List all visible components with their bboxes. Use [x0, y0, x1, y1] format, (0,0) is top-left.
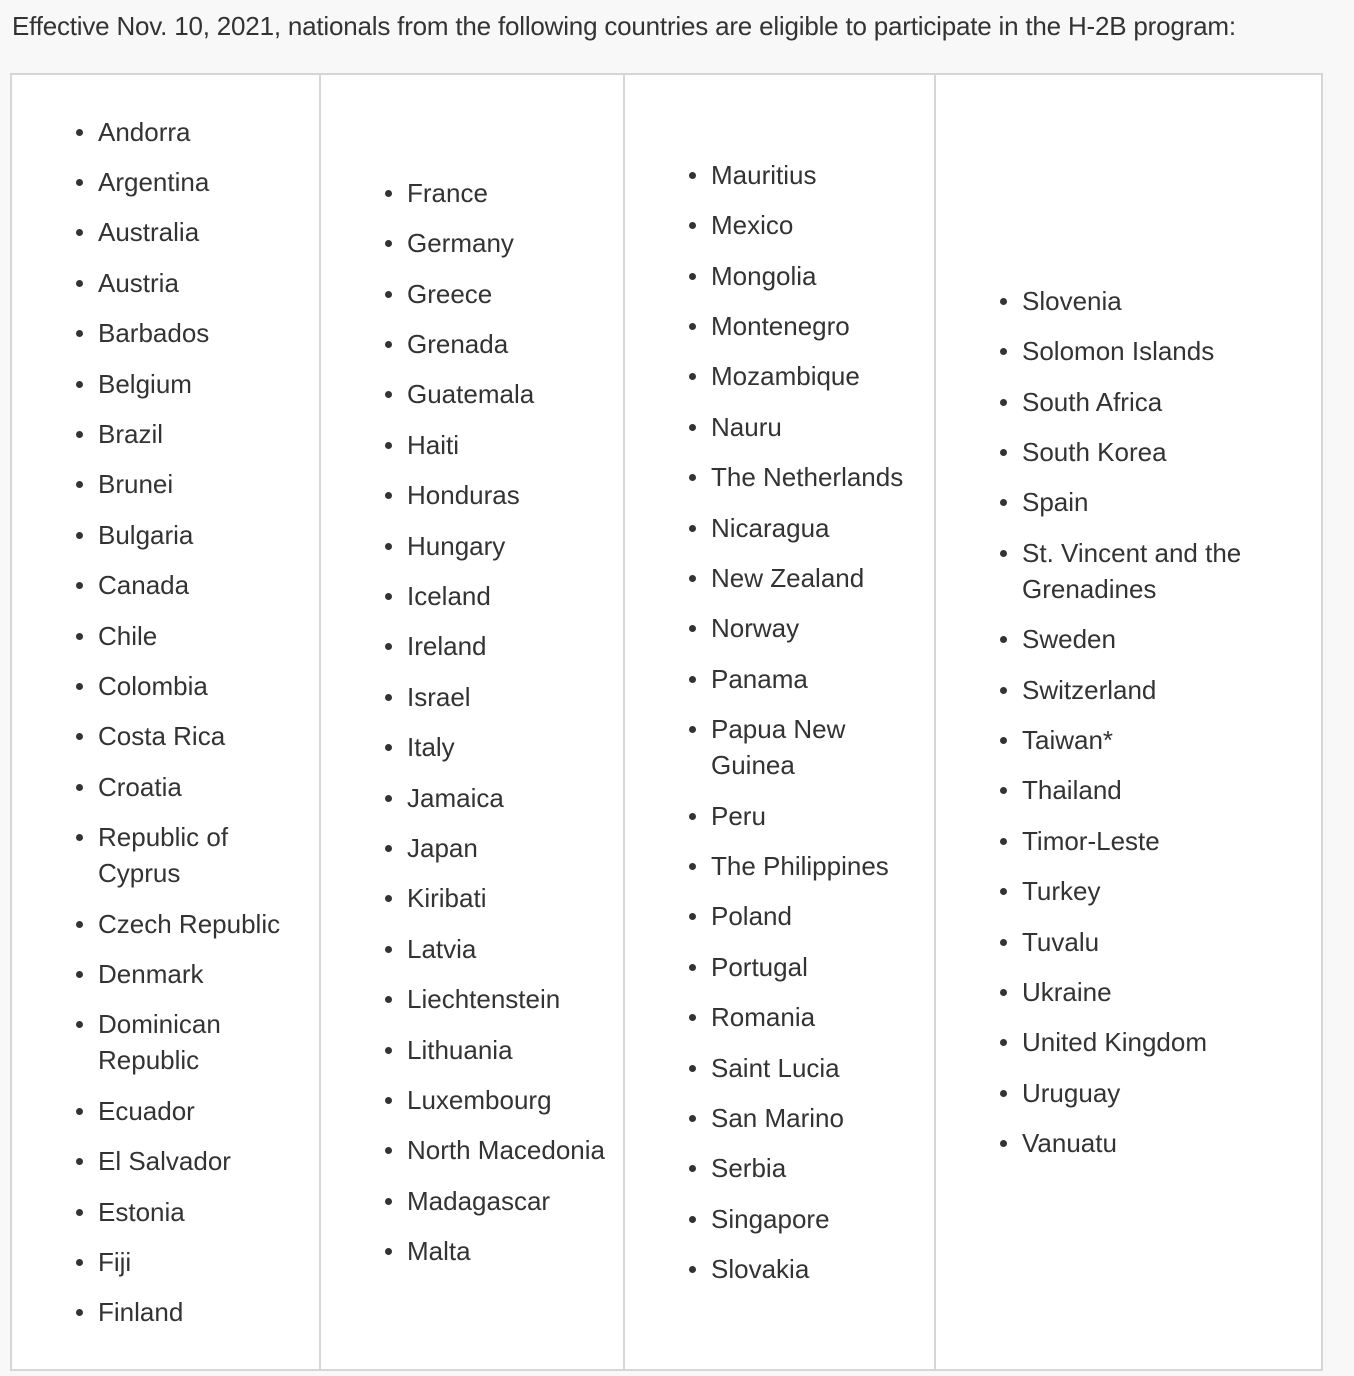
list-item: Slovenia — [1022, 283, 1321, 319]
list-item: Poland — [711, 898, 934, 934]
list-item: Mongolia — [711, 258, 934, 294]
list-item: Greece — [407, 276, 623, 312]
list-item: Brunei — [98, 466, 319, 502]
list-item: Portugal — [711, 949, 934, 985]
list-item: Taiwan* — [1022, 722, 1321, 758]
list-item: Honduras — [407, 477, 623, 513]
list-item: New Zealand — [711, 560, 934, 596]
list-item: South Africa — [1022, 384, 1321, 420]
list-item: Estonia — [98, 1194, 319, 1230]
list-item: The Netherlands — [711, 459, 934, 495]
list-item: Guatemala — [407, 376, 623, 412]
list-item: Germany — [407, 225, 623, 261]
country-list — [625, 157, 934, 1287]
list-item: Australia — [98, 214, 319, 250]
list-item: Spain — [1022, 484, 1321, 520]
list-item: Brazil — [98, 416, 319, 452]
list-item: Fiji — [98, 1244, 319, 1280]
list-item: Turkey — [1022, 873, 1321, 909]
list-item: Slovakia — [711, 1251, 934, 1287]
list-item: North Macedonia — [407, 1132, 623, 1168]
list-item: Mozambique — [711, 358, 934, 394]
list-item: Chile — [98, 618, 319, 654]
list-item: Andorra — [98, 114, 319, 150]
list-item: Nauru — [711, 409, 934, 445]
list-item: Luxembourg — [407, 1082, 623, 1118]
list-item: Ireland — [407, 628, 623, 664]
country-column-1 — [11, 74, 320, 1370]
list-item: Serbia — [711, 1150, 934, 1186]
list-item: Dominican Republic — [98, 1006, 319, 1078]
list-item: Montenegro — [711, 308, 934, 344]
list-item: Canada — [98, 567, 319, 603]
list-item: Republic of Cyprus — [98, 819, 319, 891]
list-item: Singapore — [711, 1201, 934, 1237]
list-item: Kiribati — [407, 880, 623, 916]
list-item: Colombia — [98, 668, 319, 704]
list-item: Latvia — [407, 931, 623, 967]
list-item: Barbados — [98, 315, 319, 351]
list-item: Norway — [711, 610, 934, 646]
list-item: El Salvador — [98, 1143, 319, 1179]
country-list — [936, 283, 1321, 1161]
list-item: Mauritius — [711, 157, 934, 193]
table-row — [11, 74, 1322, 1370]
list-item: South Korea — [1022, 434, 1321, 470]
list-item: Italy — [407, 729, 623, 765]
list-item: Thailand — [1022, 772, 1321, 808]
country-column-3 — [624, 74, 935, 1370]
list-item: Uruguay — [1022, 1075, 1321, 1111]
list-item: Jamaica — [407, 780, 623, 816]
list-item: Peru — [711, 798, 934, 834]
list-item: Panama — [711, 661, 934, 697]
country-column-4 — [935, 74, 1322, 1370]
list-item: Malta — [407, 1233, 623, 1269]
list-item: Solomon Islands — [1022, 333, 1321, 369]
list-item: Hungary — [407, 528, 623, 564]
list-item: Papua New Guinea — [711, 711, 934, 783]
list-item: Switzerland — [1022, 672, 1321, 708]
list-item: Haiti — [407, 427, 623, 463]
list-item: Timor-Leste — [1022, 823, 1321, 859]
list-item: Mexico — [711, 207, 934, 243]
list-item: Bulgaria — [98, 517, 319, 553]
list-item: Liechtenstein — [407, 981, 623, 1017]
list-item: San Marino — [711, 1100, 934, 1136]
list-item: Israel — [407, 679, 623, 715]
list-item: Romania — [711, 999, 934, 1035]
list-item: Lithuania — [407, 1032, 623, 1068]
list-item: Grenada — [407, 326, 623, 362]
list-item: Austria — [98, 265, 319, 301]
country-list — [12, 114, 319, 1331]
list-item: Ukraine — [1022, 974, 1321, 1010]
list-item: Sweden — [1022, 621, 1321, 657]
list-item: France — [407, 175, 623, 211]
list-item: Croatia — [98, 769, 319, 805]
intro-text: Effective Nov. 10, 2021, nationals from the following countries are eligible to participate in the H-2B program: — [12, 11, 1236, 41]
list-item: Saint Lucia — [711, 1050, 934, 1086]
list-item: Japan — [407, 830, 623, 866]
list-item: Belgium — [98, 366, 319, 402]
list-item: Tuvalu — [1022, 924, 1321, 960]
country-table — [10, 73, 1323, 1371]
country-list — [321, 175, 623, 1269]
list-item: Argentina — [98, 164, 319, 200]
list-item: United Kingdom — [1022, 1024, 1321, 1060]
list-item: Iceland — [407, 578, 623, 614]
list-item: Nicaragua — [711, 510, 934, 546]
list-item: Madagascar — [407, 1183, 623, 1219]
list-item: Vanuatu — [1022, 1125, 1321, 1161]
list-item: Ecuador — [98, 1093, 319, 1129]
list-item: St. Vincent and the Grenadines — [1022, 535, 1321, 607]
list-item: Denmark — [98, 956, 319, 992]
list-item: The Philippines — [711, 848, 934, 884]
list-item: Czech Republic — [98, 906, 319, 942]
country-column-2 — [320, 74, 624, 1370]
list-item: Finland — [98, 1294, 319, 1330]
list-item: Costa Rica — [98, 718, 319, 754]
